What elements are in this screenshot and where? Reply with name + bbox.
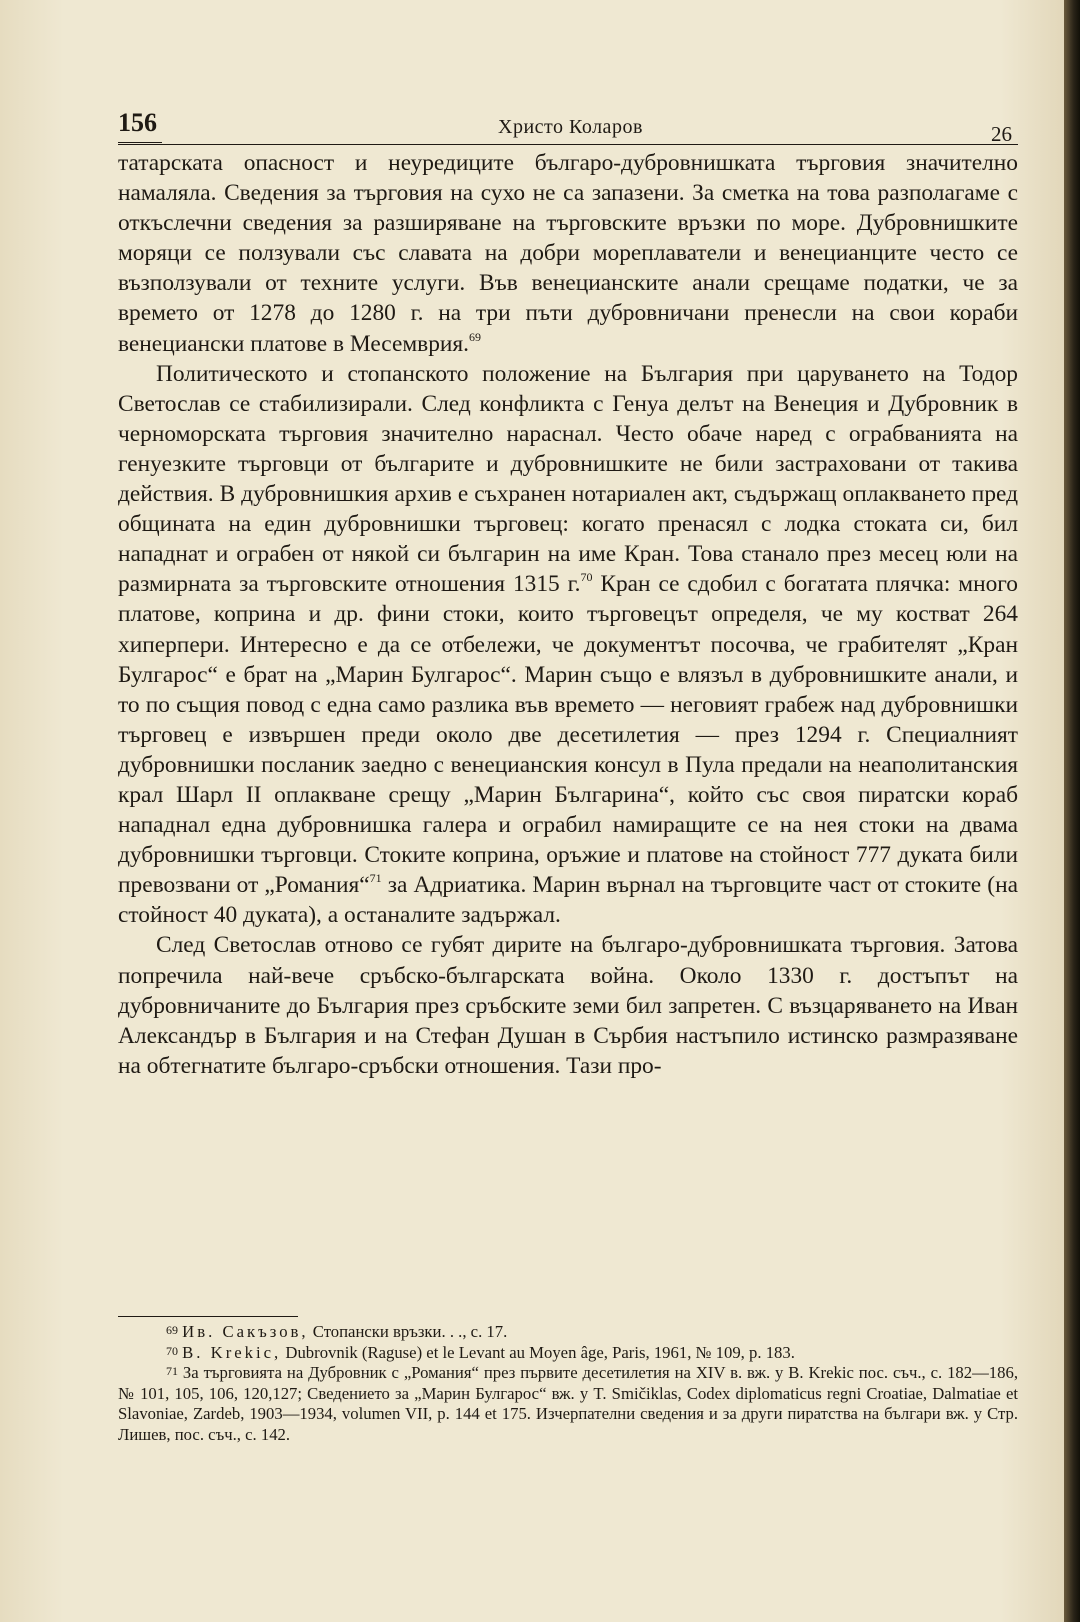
footnotes-rule <box>118 1316 298 1317</box>
footnote-ref-69: 69 <box>469 329 482 344</box>
running-header-author: Христо Коларов <box>498 116 643 138</box>
paragraph-2: Политическото и стопанското положение на България при царуването на Тодор Светослав се стабилизирали. След конфликта с Генуа делът на Венеция и Дубровник в черноморската търговия значително нараснал. Често обаче наред с ограбванията на генуезките търговци от българите и дубровнишките не били застраховани от такива действия. В дубровнишкия архив е съхранен нотариален акт, съдържащ оплакването пред общината на един дубровнишки търговец: когато пренасял с лодка стоката си, бил нападнат и ограбен от някой си българин на име Кран. Това станало през месец юли на размирната за търговските отношения 1315 г.$^{70}$ Кран се сдобил с богатата плячка: много платове, коприна и др. фини стоки, които търговецът определя, че му костват 264 хиперпери. Интересно е да се отбележи, че документът посочва, че грабителят „Кран Булгарос“ е брат на „Марин Булгарос“. Марин също е влязъл в дубровнишките анали, и то по същия повод с една само разлика във времето — неговият грабеж над дубровнишки търговец е извършен преди около две десетилетия — през 1294 г. Специалният дубровнишки посланик заедно с венецианския консул в Пула предали на неаполитанския крал Шарл II оплакване срещу „Марин Българина“, който със своя пиратски кораб нападнал една дубровнишка галера и ограбил намиращите се на нея стоки на двама дубровнишки търговци. Стоките коприна, оръжие и платове на стойност 777 дуката били превозвани от „Романия“$^{71}$ за Адриатика. Марин върнал на търговците част от стоките (на стойност 40 дуката), а останалите задържал. <box>118 360 1018 929</box>
page-binding-edge <box>1064 0 1080 1622</box>
paragraph-1: татарската опасност и неуредиците българо-дубровнишката търговия значително намаляла. Сведения за търговия на сухо не са запазени. За сметка на това разполагаме с откъслечни сведения за разширяване на търговските връзки по море. Дубровнишките моряци се ползували със славата на добри мореплаватели и венецианците често се възползували от техните услуги. Във венецианските анали срещаме податки, че за времето от 1278 до 1280 г. на три пъти дубровничани пренесли на свои кораби венециански платове в Месемврия.$^{69}$ <box>118 150 1018 357</box>
page-number-left: 156 <box>118 108 157 137</box>
main-text <box>118 148 1018 1081</box>
footnote-70: $^{70}$ B. Krekic, Dubrovnik (Raguse) et le Levant au Moyen âge, Paris, 1961, № 109, p. 183. <box>166 1342 795 1362</box>
footnote-ref-70: 70 <box>580 570 593 585</box>
footnote-ref-71: 71 <box>369 871 382 886</box>
page-number-right: 26 <box>991 122 1012 146</box>
footnote-69: $^{69}$ Ив. Сакъзов, Стопански връзки. . ., с. 17. <box>166 1322 508 1341</box>
running-header <box>118 108 1018 148</box>
footnote-71: $^{71}$ За търговията на Дубровник с „Романия“ през първите десетилетия на XIV в. вж. у В. Krekic пос. съч., с. 182—186, № 101, 105, 106, 120,127; Сведението за „Марин Булгарос“ вж. у T. Smičiklas, Codex diplomaticus regni Croatiae, Dalmatiae et Slavoniae, Zardeb, 1903—1934, volumen VII, p. 144 et 175. Изчерпателни сведения и за други пиратства на българи вж. у Стр. Лишев, пос. съч., с. 142. <box>118 1363 1019 1444</box>
paragraph-3: След Светослав отново се губят дирите на българо-дубровнишката търговия. Затова попречила най-вече сръбско-българската война. Около 1330 г. достъпът на дубровничаните до България през сръбските земи бил запретен. С възцаряването на Иван Александър в България и на Стефан Душан в Сърбия настъпило истинско размразяване на обтегнатите българо-сръбски отношения. Тази про- <box>118 932 1018 1079</box>
footnotes <box>118 1322 1018 1445</box>
page-number-underline <box>118 142 162 143</box>
header-rule <box>118 144 1018 145</box>
